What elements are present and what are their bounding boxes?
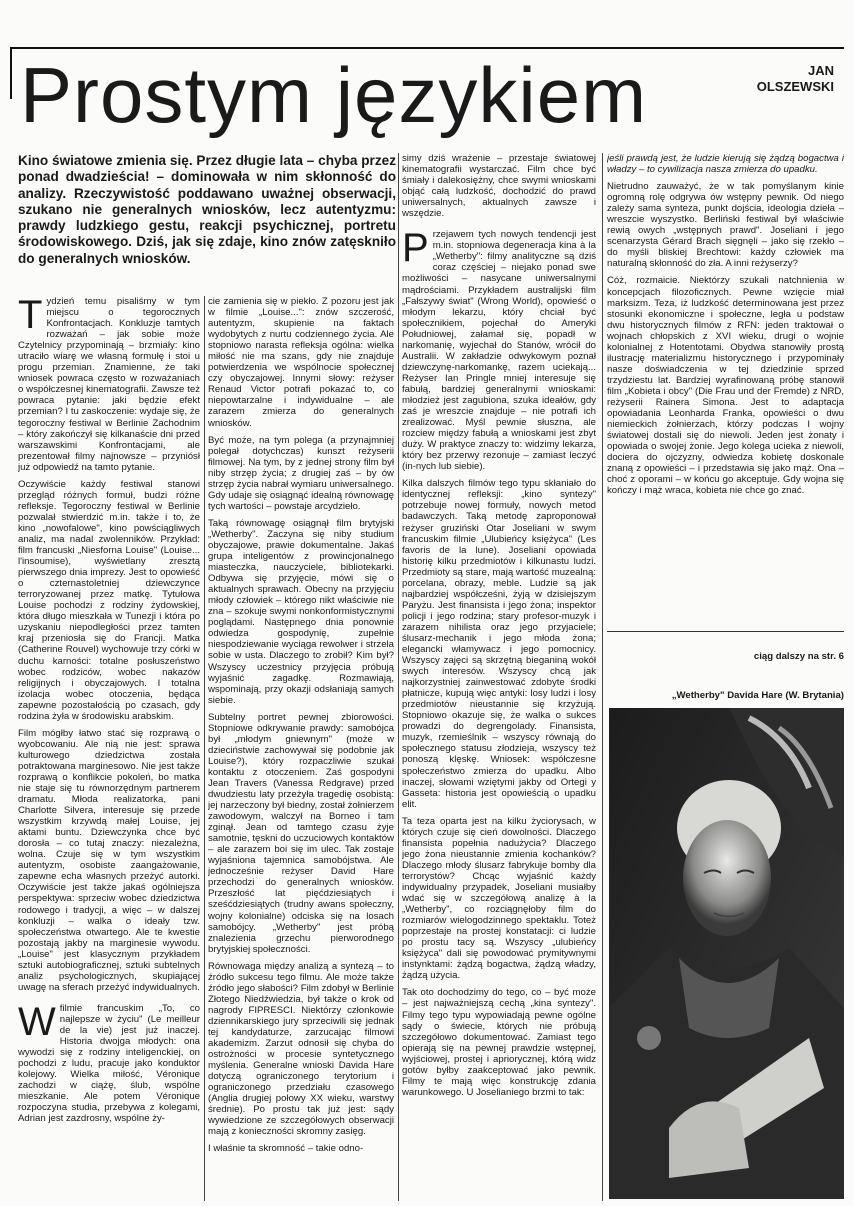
author-byline <box>757 63 834 95</box>
column-1 <box>18 296 200 1201</box>
column-divider <box>398 153 399 1201</box>
paragraph: Oczywiście każdy festiwal stanowi przegląd różnych formuł, budzi różne refleksje. Tegoroczny festiwal w Berlinie pozwalał stwierdzić m.in. także i to, że kino „nowofalowe", kino powściągliwych analiz, ma nadal zwolenników. Przykład: film francuski „Niesforna Louise" (Louise... l'insoumise), wyświetlany zresztą pierwszego dnia imprezy. Jest to opowieść o czternastoletniej dziewczynce terroryzowanej przez matkę. Tytułowa Louise pochodzi z rodziny żydowskiej, która długo mieszkała w Tunezji i która po uzyskaniu niepodległości przez tamten kraj przeniosła się do Francji. Matka (Catherine Rouvel) wychowuje trzy córki w duchu karności: totalne posłuszeństwo wobec rodziców, wobec nakazów religijnych i obyczajowych. I totalna izolacja wobec otoczenia, będąca zapewne pozostałością po czasach, gdy rodzina żyła w środowisku arabskim. <box>18 478 200 722</box>
paragraph: Tak oto dochodzimy do tego, co – być może – jest najważniejszą cechą „kina syntezy". Filmy tego typu wypowiadają pewne ogólne sądy o świecie, których nie próbują szczegółowo dokumentować. Zamiast tego opierają się na pewnej prawdzie wstępnej, wyjściowej, prostej i apriorycznej, którą widz gotów byłby zaakceptować jako pewnik. Filmy te mają więc konstrukcję zdania warunkowego. U Joselianiego brzmi to tak: <box>402 987 596 1098</box>
left-rule <box>10 47 12 99</box>
article-lead: Kino światowe zmienia się. Przez długie lata – chyba przez ponad dwadzieścia! – dominowała w nim skłonność do analizy. Rzeczywistość poddawano uważnej obserwacji, szukano nie generalnych wniosków, lecz autentyzmu: prawdy ludzkiego gestu, reakcji psychicznej, portretu środowiskowego. Dziś, jak się zdaje, kino znów zatęskniło do generalnych wniosków. <box>18 153 396 266</box>
paragraph: Nietrudno zauważyć, że w tak pomyślanym kinie ogromną rolę odgrywa ów wstępny pewnik. Od niego zależy sama synteza, punkt dojścia, ideologia dzieła – wreszcie wyszystko. Berliński festiwal był właściwie rewią owych „wstępnych prawd". Joseliani i jego scenarzysta Gérard Brach sięgnęli – jako się rzekło – do myśli bliskiej Brechtowi: każdy człowiek ma naturalną skłonność do zła. A inni reżyserzy? <box>607 181 844 270</box>
column-3 <box>402 153 596 1201</box>
paragraph: Przejawem tych nowych tendencji jest m.in. stopniowa degeneracja kina à la „Wetherby": filmy analityczne są dziś coraz częściej – niejako ponad swe możliwości – nasycane uniwersalnymi mądrościami. Przykładem australijski film „Fałszywy świat" (Wrong World), opowieść o młodym lekarzu, który chciał być społecznikiem, pojechał do Ameryki Południowej, załamał się, popadł w narkomanię, wyjechał do Stanów, wrócił do Australii. W zakładzie odwykowym poznał dziewczynę-narkomankę, razem uciekają... Reżyser Ian Pringle mniej interesuje się fabułą, bardziej generalnymi wnioskami: młodzież jest zagubiona, szuka ideałów, gdy zaś je wreszcie znajduje – nie potrafi ich zrealizować. Myśl pewnie słuszna, ale rozciew między fabułą a wnioskami jest zbyt duży. W praktyce znaczy to: widzimy lekarza, który bez przerwy rezonuje – zamiast leczyć (in-nych lub siebie). <box>402 226 596 473</box>
paragraph: Ta teza oparta jest na kilku życiorysach, w których czuje się cień dowolności. Dlaczego finansista popełnia nadużycia? Dlaczego jego żona nieustannie zmienia kochanków? Dlaczego młody ślusarz fabrykuje bomby dla terrorystów? Chcąc wyjaśnić każdy indywidualny przypadek, Joseliani musiałby wdać się w szczegółową analizę à la „Wetherby", co rozciągnęłoby film do rozmiarów wielogodzinnego spektaklu. Toteż poprzestaje na prostej konstatacji: ci ludzie po prostu tacy są. Wszyscy „ulubieńcy księżyca" dali się powodować prymitywnymi instynktami: żądzą bogactwa, żądzą władzy, żądzą użycia. <box>402 815 596 982</box>
column-divider <box>602 153 603 1201</box>
paragraph: Wfilmie francuskim „To, co najlepsze w życiu" (Le meilleur de la vie) jest już inaczej. Historia dwojga młodych: ona wywodzi się z rodziny inteligenckiej, on pochodzi z ludu, pracuje jako konduktor kolejowy. Wielka miłość, Véronique zachodzi w ciążę, ślub, wspólne mieszkanie. Ale potem Véronique rozpoczyna studia, przebywa z kolegami, Adrian jest zazdrosny, wspólne ży- <box>18 999 200 1125</box>
drop-cap: W <box>18 999 56 1044</box>
photo-caption: „Wetherby" Davida Hare (W. Brytania) <box>671 690 844 701</box>
paragraph: cie zamienia się w piekło. Z pozoru jest jak w filmie „Louise...": znów szczerość, autentyzm, skupienie na faktach wydobytych z nurtu codziennego życia. Ale stopniowo narasta refleksja ogólna: wielka miłość nie ma szans, gdy nie znajduje potwierdzenia we wspólnocie społecznej czy obyczajowej. Innymi słowy: reżyser Renaud Victor potrafi pokazać to, co niepowtarzalne i indywidualne – ale zarazem zmierza do generalnych wniosków. <box>208 296 394 429</box>
paragraph: jeśli prawdą jest, że ludzie kierują się żądzą bogactwa i władzy – to cywilizacja nasza zmierza do upadku. <box>607 153 844 176</box>
column-2 <box>208 296 394 1201</box>
column-divider <box>204 296 205 1201</box>
continued-note: ciąg dalszy na str. 6 <box>753 651 844 662</box>
top-rule <box>10 47 844 49</box>
column-4 <box>607 153 844 623</box>
paragraph: Subtelny portret pewnej zbiorowości. Stopniowe odkrywanie prawdy: samobójca był „młodym gniewnym" (może w dzieciństwie zachowywał się podobnie jak Louise?), który rozpaczliwie szukał kontaktu z otoczeniem. Zaś gospodyni Jean Travers (Vanessa Redgrave) przed dwudziestu laty przeżyła tragedię osobistą: jej narzeczony był biedny, został żołnierzem zawodowym, walczył na Borneo i tam zginął. Jean od tamtego czasu żyje samotnie, tęskni do uczuciowych kontaktów – ale zarazem boi się im ulec. Tak zostaje wyjaśniona tajemnica samobójstwa. Ale jednocześnie reżyser David Hare przechodzi do generalnych wniosków. Przeszłość lat pięćdziesiątych i sześćdziesiątych (trudny awans społeczny, wojny kolonialne) odciska się na losach samobójcy. „Wetherby" jest próbą znalezienia grzechu pierworodnego brytyjskiej społeczności. <box>208 711 394 955</box>
drop-cap: P <box>402 226 429 271</box>
section-rule <box>607 631 844 632</box>
paragraph: Taką równowagę osiągnął film brytyjski „Wetherby". Zaczyna się niby studium obyczajowe, prawie dokumentalne. Jakaś grupa inteligentów z prowincjonalnego miasteczka, nauczyciele, bibliotekarki. Odbywa się przyjęcie, mówi się o aktualnych sprawach. Obecny na przyjęciu młody człowiek – którego nikt właściwie nie zna – szokuje swymi nonkonformistycznymi poglądami. Następnego dnia ponownie odwiedza gospodynię, zupełnie niespodziewanie wyciąga rewolwer i strzela sobie w usta. Dlaczego to zrobił? Kim był? Wszyscy uczestnicy przyjęcia próbują wyjaśnić zagadkę. Rozmawiają, wspominają, przy okazji odsłaniają samych siebie. <box>208 517 394 706</box>
paragraph: Równowaga między analizą a syntezą – to źródło sukcesu tego filmu. Ale może także źródło jego słabości? Film zdobył w Berlinie Złotego Niedźwiedzia, był także o krok od nagrody FIPRESCI. Niektórzy członkowie dziennikarskiego jury sprzeciwili się jednak tej kandydaturze, zarzucając filmowi akademizm. Zarzut odnosił się chyba do ostrożności w procesie syntetycznego myślenia. Generalne wnioski Davida Hare dotyczą ograniczonego terytorium i ograniczonego przedziału czasowego (Anglia drugiej połowy XX wieku, warstwy średnie). Po prostu tak już jest: sądy wywiedzione ze szczegółowych obserwacji mają z konieczności skromny zasięg. <box>208 960 394 1138</box>
paragraph: Kilka dalszych filmów tego typu skłaniało do identycznej refleksji: „kino syntezy" potrzebuje nowej formuły, nowych metod badawczych. Taką metodę zaproponował reżyser gruziński Otar Joseliani w swym francuskim filmie „Ulubieńcy księżyca" (Les favoris de la lune). Joseliani opowiada historię kilku przedmiotów i kilkunastu ludzi. Przedmioty są stare, mają wartość muzealną: porcelana, obrazy, meble. Ludzie są jak najbardziej współcześni, żyją w dzisiejszym Paryżu. Jest finansista i jego żona; inspektor policji i jego rodzina; stary profesor-muzyk i zarazem nihilista oraz jego przyjaciele; ślusarz-mechanik i jego młoda żona; elegancki włamywacz i jego pomocnicy. Wszyscy zajęci są skrzętną bieganiną wokół swych interesów. Wszyscy chcą jak najkorzystniej zainwestować zdobyte środki płatnicze, kupują więc antyki: losy ludzi i losy przedmiotów nieustannie się krzyżują. Stopniowo okazuje się, że walka o sukces prowadzi do degrengolady. Finansista, muzyk, rzemieślnik – wszyscy równają do społecznego statusu złodzieja, wszyscy też ponoszą klęskę. Wniosek: współczesne społeczeństwo zmierza do upadku. Albo inaczej, słowami wziętymi jakby od Ortegi y Gasseta: historia jest opowieścią o upadku elit. <box>402 478 596 810</box>
photo-illustration <box>609 708 844 1199</box>
paragraph: simy dziś wrażenie – przestaje światowej kinematografii wystarczać. Film chce być śmiały i dalekosiężny, chce swymi wnioskami objąć całą ludzkość, dochodzić do prawd uniwersalnych, aktualnych zawsze i wszędzie. <box>402 153 596 220</box>
paragraph: Tydzień temu pisaliśmy w tym miejscu o tegorocznych Konfrontacjach. Konkluzje tamtych rozważań – jak sobie może Czytelnicy przypominają – brzmiały: kino utraciło wiarę we własną formułę i stoi u progu przemian. Znamienne, że taki wniosek powraca często w rozważaniach o współczesnej kinematografii. Zawsze też powraca pytanie: jaki będzie efekt przemian? I tu zaskoczenie: wydaje się, że tegoroczny festiwal w Berlinie Zachodnim – który zakończył się kilkanaście dni przed warszawskimi Konfrontacjami, ale prezentował filmy najnowsze – przyniósł już odpowiedź na tamto pytanie. <box>18 296 200 473</box>
paragraph: Być może, na tym polega (a przynajmniej polegał dotychczas) kunszt reżyserii filmowej. Na tym, by z jednej strony film był niby strzęp życia; z drugiej zaś – by ów strzęp życia nabrał wymiaru uniwersalnego. Gdy udaje się osiągnąć idealną równowagę tych wartości – powstaje arcydzieło. <box>208 434 394 512</box>
article-title: Prostym językiem <box>20 51 648 139</box>
paragraph: Cóż, rozmaicie. Niektórzy szukali natchnienia w koncepcjach filozoficznych. Pewne wzięcie miał marksizm. Teza, iż ludzkość determinowana jest przez stosunki ekonomiczne i społeczne, legła u podstaw dwu historycznych filmów z RFN: jeden traktował o wojnach chłopskich z XVI wieku, drugi o wojnie kolonialnej z Hotentotami. Obydwa stanowiły prostą ilustrację materializmu historycznego i przypominały nasze doświadczenia w tej dziedzinie sprzed trzydziestu lat. Bardziej wyrafinowaną próbę stanowił film „Kobieta i obcy" (Die Frau und der Fremde) z NRD, reżyserii Rainera Simona. Jest to adaptacja opowiadania Leonharda Franka, opowieści o dwu niemieckich żołnierzach, którzy podczas I wojny światowej dostali się do niewoli. Jeden jest żonaty i opowiada o swojej żonie. Jego kolega ucieka z niewoli, dociera do ojczyzny, odwiedza kobietę doskonale znaną z opowieści – i przedstawia się jako mąż. Ona – choć z oporami – w końcu go akceptuje. Gdy wojna się kończy i mąż wraca, kobieta nie chce go znać. <box>607 275 844 497</box>
paragraph: Film mógłby łatwo stać się rozprawą o wyobcowaniu. Ale nią nie jest: sprawa kulturowego dziedzictwa została potraktowana marginesowo. Nie jest także rozprawą o konflikcie pokoleń, bo matka nie staje się tu równorzędnym partnerem dramatu. Młoda realizatorka, pani Charlotte Silvera, interesuje się przede wszystkim krzywdą małej Louise, jej aktami buntu. Dziewczynka chce być dorosła – co tutaj znaczy: niezależna, wolna. Czuje się w tym wszystkim autentyzm, osobiste zaangażowanie, zapewne echa własnych przeżyć autorki. Oczywiście jest także jakaś ogólniejsza perspektywa: sprzeciw wobec dziedzictwa rodowego i tradycji, a więc – w dalszej konkluzji – walka o ideały tzw. społeczeństwa otwartego. Ale te kwestie pozostają jakby na marginesie wywodu. „Louise" jest klasycznym przykładem sztuki autobiograficznej, sztuki subtelnych analiz psychologicznych, skupiającej uwagę na sferach przeżyć indywidualnych. <box>18 727 200 993</box>
drop-cap: T <box>18 296 43 337</box>
author-last-name: OLSZEWSKI <box>756 79 834 94</box>
film-still-photo <box>609 708 844 1199</box>
paragraph: I właśnie ta skromność – takie odno- <box>208 1143 364 1155</box>
author-first-name: JAN <box>807 63 834 78</box>
